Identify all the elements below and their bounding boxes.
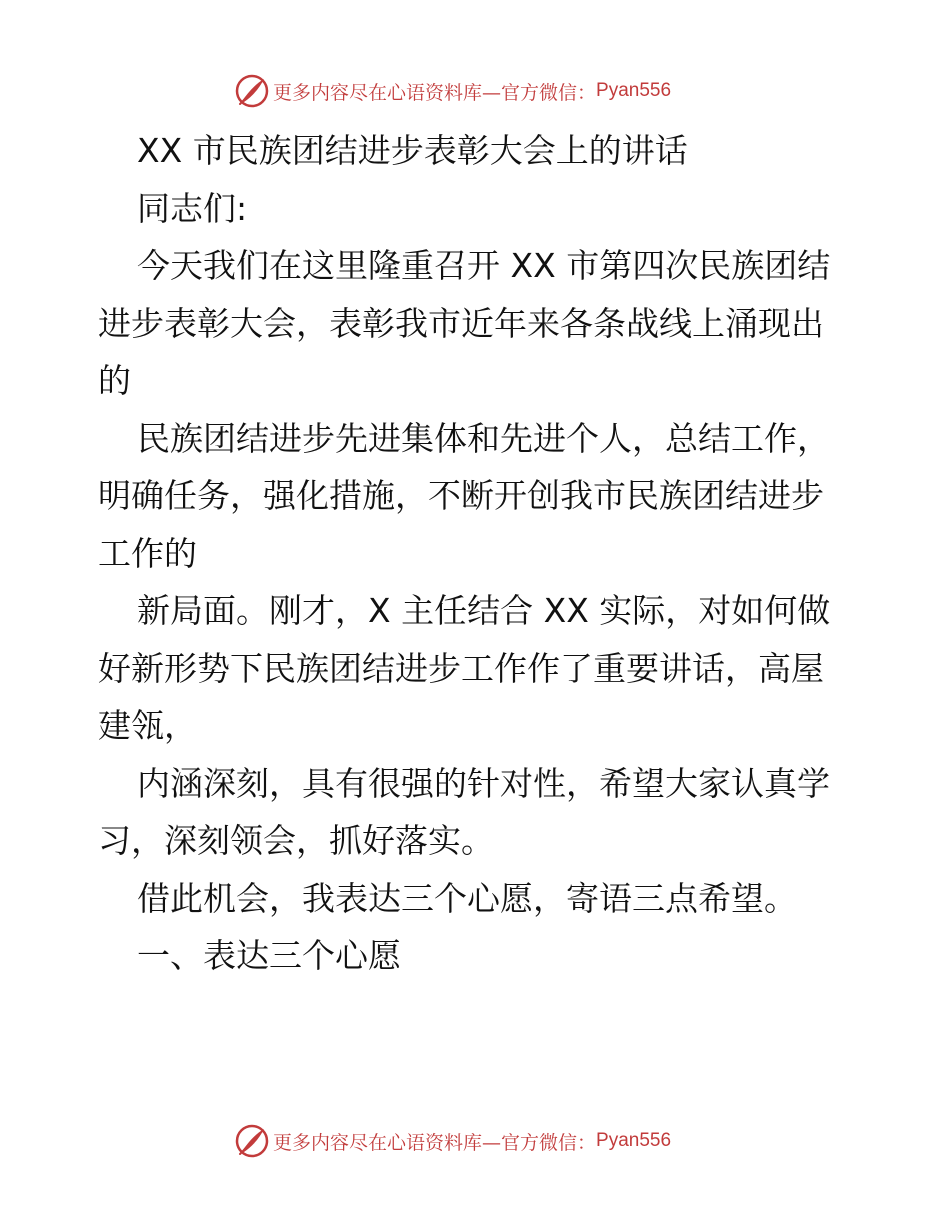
body-line: 的 (98, 361, 131, 400)
body-line: 民族团结进步先进集体和先进个人，总结工作， (137, 418, 830, 458)
quill-pen-icon (234, 73, 270, 109)
section-heading: 一、表达三个心愿 (137, 936, 401, 975)
body-line: 内涵深刻，具有很强的针对性，希望大家认真学 (137, 763, 830, 803)
body-line: 好新形势下民族团结进步工作作了重要讲话，高屋 (98, 648, 824, 688)
watermark-site-text: 更多内容尽在心语资料库—官方微信： (273, 1131, 597, 1154)
body-line: 工作的 (98, 533, 197, 573)
salutation: 同志们: (137, 188, 248, 228)
watermark-site-text: 更多内容尽在心语资料库—官方微信： (273, 81, 597, 104)
watermark-wechat-id: Pyan556 (596, 1130, 672, 1151)
body-line: 进步表彰大会，表彰我市近年来各条战线上涌现出 (98, 303, 824, 343)
quill-pen-icon (234, 1123, 270, 1159)
document-title: XX 市民族团结进步表彰大会上的讲话 (137, 131, 688, 170)
body-line: 今天我们在这里隆重召开 XX 市第四次民族团结 (137, 246, 831, 285)
body-line: 建瓴， (98, 706, 197, 745)
watermark-wechat-id: Pyan556 (596, 80, 672, 101)
watermark-footer (234, 1121, 671, 1161)
body-line: 习，深刻领会，抓好落实。 (98, 821, 494, 860)
body-line: 新局面。刚才，X 主任结合 XX 实际，对如何做 (137, 591, 831, 630)
body-line: 明确任务，强化措施，不断开创我市民族团结进步 (98, 476, 824, 515)
document-body (98, 122, 858, 985)
watermark-header (234, 71, 671, 111)
body-line: 借此机会，我表达三个心愿，寄语三点希望。 (137, 878, 797, 918)
